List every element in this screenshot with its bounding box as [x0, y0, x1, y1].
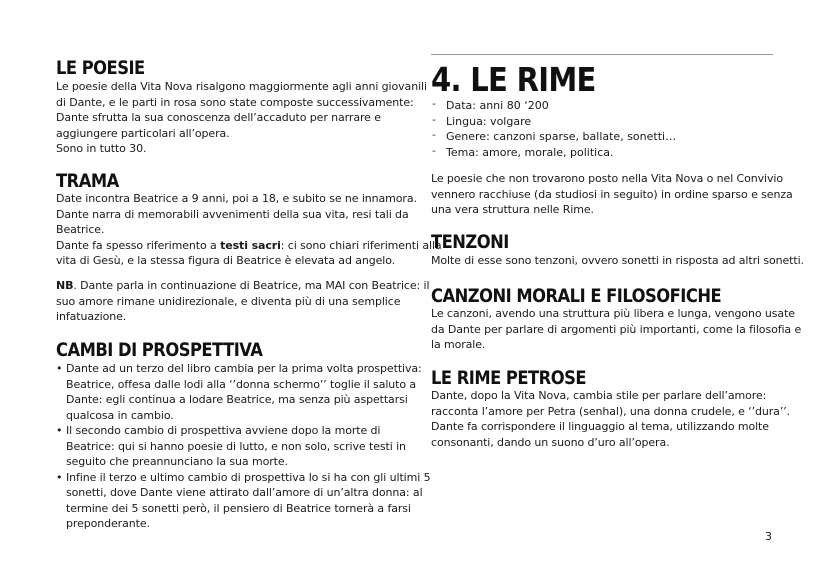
petrose-paragraph: [431, 388, 790, 450]
bullet-icon: •: [56, 362, 63, 375]
rime-facts-list: [431, 98, 676, 160]
list-item: [56, 470, 430, 532]
section-title-cambi-di-prospettiva: CAMBI DI PROSPETTIVA: [56, 339, 263, 361]
text-line: Le poesie della Vita Nova risalgono maggiormente agli anni giovanili: [56, 80, 427, 93]
list-item: [431, 98, 676, 114]
dash-icon: -: [432, 97, 436, 110]
text-line: Sono in tutto 30.: [56, 142, 147, 156]
nb-label: NB: [56, 279, 74, 292]
page-number: 3: [765, 530, 772, 543]
text-line: da Dante per parlare di argomenti più importanti, come la filosofia e: [431, 322, 802, 336]
text-line: vennero racchiuse (da studiosi in seguito) in ordine sparso e senza: [431, 187, 793, 201]
bold-term-testi-sacri: testi sacri: [220, 238, 281, 252]
text-line: [56, 278, 429, 294]
fact-text: Data: anni 80 ‘200: [446, 99, 549, 112]
text-line: racconta l’amore per Petra (senhal), una donna crudele, e ‘’dura’’.: [431, 404, 791, 418]
chapter-title: 4. LE RIME: [431, 60, 596, 99]
text-line: Dante, dopo la Vita Nova, cambia stile per parlare dell’amore:: [431, 389, 767, 402]
tenzoni-paragraph: [431, 253, 804, 269]
text-line: Infine il terzo e ultimo cambio di prospettiva lo si ha con gli ultimi 5: [66, 470, 431, 484]
list-item: [56, 423, 430, 470]
poesie-paragraph: [56, 79, 427, 157]
text-line: Le canzoni, avendo una struttura più libera e lunga, vengono usate: [431, 307, 795, 320]
section-title-rime-petrose: LE RIME PETROSE: [431, 367, 586, 389]
bullet-icon: •: [56, 470, 63, 484]
section-title-trama: TRAMA: [56, 170, 119, 192]
rime-intro-paragraph: [431, 171, 793, 218]
text-line: aggiungere particolari all’opera.: [56, 126, 230, 140]
nb-paragraph: [56, 278, 429, 325]
text-line: preponderante.: [66, 517, 150, 530]
section-title-tenzoni: TENZONI: [431, 231, 509, 253]
text-line: [56, 238, 442, 254]
fact-text: Genere: canzoni sparse, ballate, sonetti…: [446, 130, 677, 144]
top-divider-line: [431, 54, 773, 55]
dash-icon: -: [432, 128, 436, 142]
text-line: Dante fa corrispondere il linguaggio al tema, utilizzando molte: [431, 420, 769, 434]
dash-icon: -: [432, 143, 436, 157]
text-line: Beatrice, offesa dalle lodi alla ‘’donna schermo’’ toglie il saluto a: [66, 377, 417, 391]
text-line: Beatrice.: [56, 223, 105, 237]
text-line: Le poesie che non trovarono posto nella Vita Nova o nel Convivio: [431, 172, 783, 185]
trama-paragraph: [56, 191, 442, 269]
text-run: Dante fa spesso riferimento a: [56, 238, 221, 252]
text-line: qualcosa in cambio.: [66, 408, 174, 422]
text-line: sonetti, dove Dante viene attirato dall’amore di un’altra donna: al: [66, 486, 423, 499]
text-line: una vera struttura nelle Rime.: [431, 203, 594, 217]
list-item: [56, 361, 430, 423]
text-line: di Dante, e le parti in rosa sono state composte successivamente:: [56, 95, 414, 109]
fact-text: Tema: amore, morale, politica.: [446, 145, 614, 159]
text-line: Beatrice: qui si hanno poesie di lutto, e non solo, scrive testi in: [66, 439, 406, 453]
text-run: . Dante parla in continuazione di Beatrice, ma MAI con Beatrice: il: [73, 279, 430, 292]
text-line: Dante sfrutta la sua conoscenza dell’accaduto per narrare e: [56, 111, 381, 125]
dash-icon: -: [432, 112, 436, 126]
canzoni-paragraph: [431, 306, 801, 353]
section-title-canzoni-morali: CANZONI MORALI E FILOSOFICHE: [431, 285, 722, 307]
text-line: la morale.: [431, 338, 486, 352]
text-line: Dante narra di memorabili avvenimenti della sua vita, resi tali da: [56, 207, 409, 221]
text-run: : ci sono chiari riferimenti alla: [280, 238, 442, 252]
bullet-icon: •: [56, 424, 63, 437]
section-title-le-poesie: LE POESIE: [56, 57, 145, 79]
text-line: Molte di esse sono tenzoni, ovvero sonetti in risposta ad altri sonetti.: [431, 254, 804, 267]
list-item: [431, 145, 676, 161]
text-line: Il secondo cambio di prospettiva avviene dopo la morte di: [66, 424, 381, 437]
prospettiva-bullet-list: [56, 361, 430, 532]
fact-text: Lingua: volgare: [446, 114, 532, 128]
text-line: termine dei 5 sonetti però, il pensiero di Beatrice tornerà a farsi: [66, 501, 411, 515]
list-item: [431, 129, 676, 145]
text-line: Dante ad un terzo del libro cambia per la prima volta prospettiva:: [66, 362, 422, 375]
text-line: suo amore rimane unidirezionale, e diventa più di una semplice: [56, 294, 401, 308]
text-line: vita di Gesù, e la stessa figura di Beatrice è elevata ad angelo.: [56, 254, 396, 268]
text-line: seguito che preannunciano la sua morte.: [66, 455, 288, 468]
text-line: Dante: egli continua a lodare Beatrice, ma senza più aspettarsi: [66, 393, 408, 406]
text-line: consonanti, dando un suono d’uro all’opera.: [431, 435, 670, 449]
text-line: infatuazione.: [56, 310, 127, 324]
list-item: [431, 114, 676, 130]
text-line: Date incontra Beatrice a 9 anni, poi a 18, e subito se ne innamora.: [56, 192, 417, 205]
